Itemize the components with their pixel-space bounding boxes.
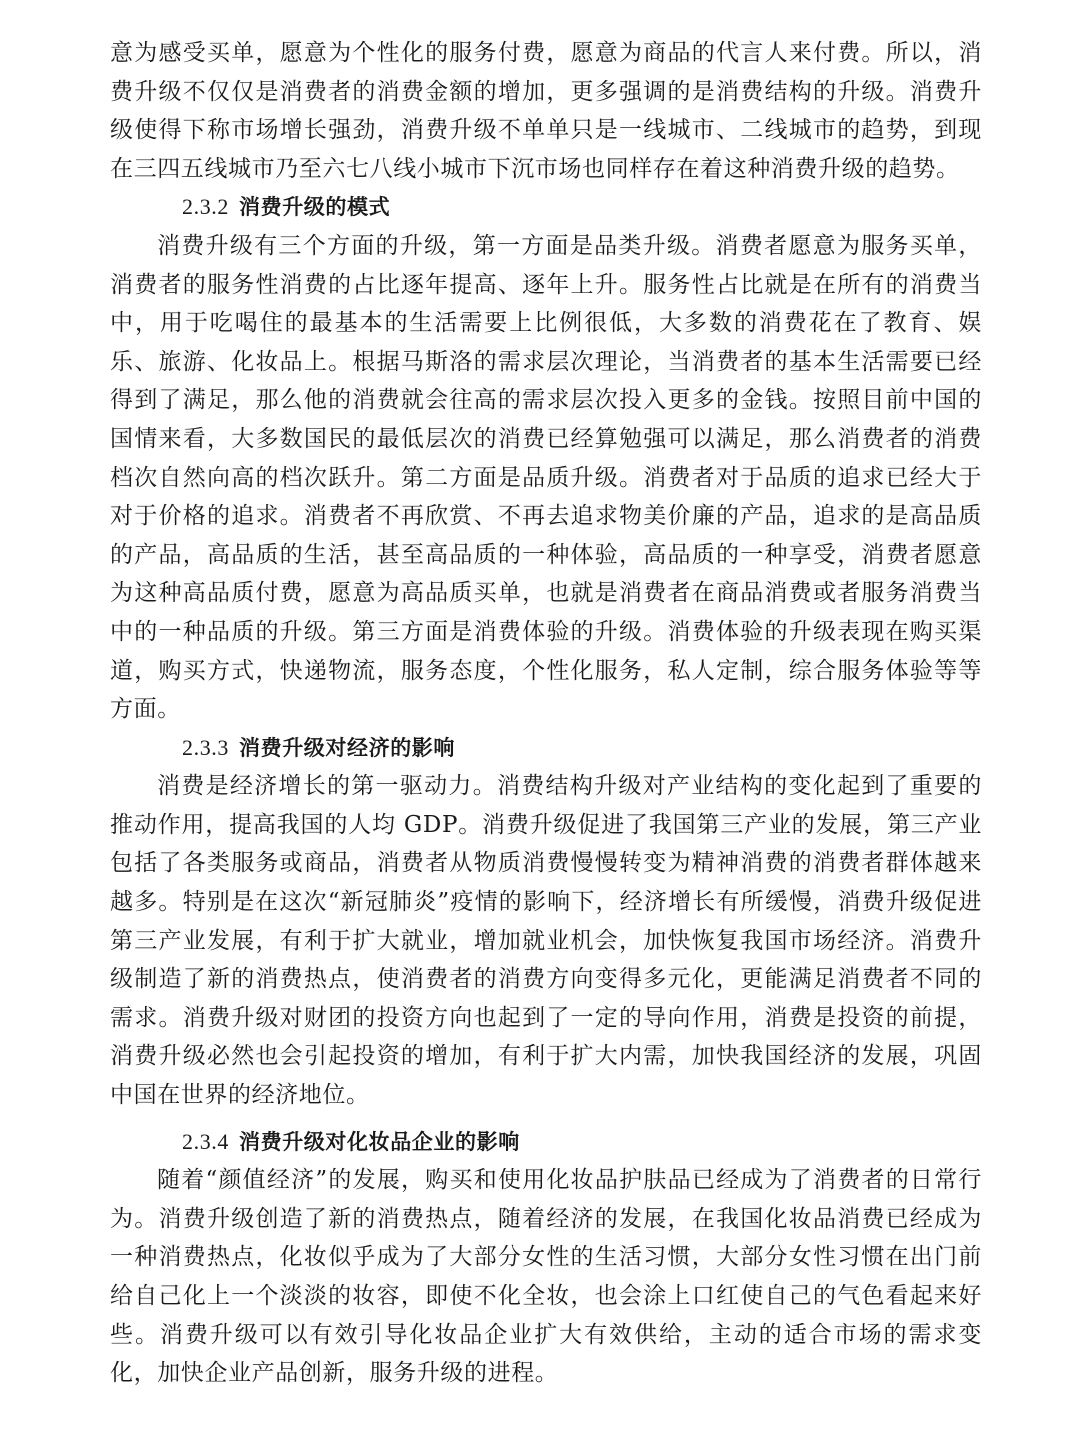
section-heading-2-3-3 xyxy=(110,729,982,768)
intro-paragraph: 意为感受买单，愿意为个性化的服务付费，愿意为商品的代言人来付费。所以，消费升级不仅仅是消费者的消费金额的增加，更多强调的是消费结构的升级。消费升级使得下称市场增长强劲，消费升级不单单只是一线城市、二线城市的趋势，到现在三四五线城市乃至六七八线小城市下沉市场也同样存在着这种消费升级的趋势。 xyxy=(110,40,982,182)
section-title: 消费升级的模式 xyxy=(239,195,391,220)
section-2-3-3-body: 消费是经济增长的第一驱动力。消费结构升级对产业结构的变化起到了重要的推动作用，提高我国的人均 GDP。消费升级促进了我国第三产业的发展，第三产业包括了各类服务或商品，消费者从物质消费慢慢转变为精神消费的消费者群体越来越多。特别是在这次“新冠肺炎”疫情的影响下，经济增长有所缓慢，消费升级促进第三产业发展，有利于扩大就业，增加就业机会，加快恢复我国市场经济。消费升级制造了新的消费热点，使消费者的消费方向变得多元化，更能满足消费者不同的需求。消费升级对财团的投资方向也起到了一定的导向作用，消费是投资的前提，消费升级必然也会引起投资的增加，有利于扩大内需，加快我国经济的发展，巩固中国在世界的经济地位。 xyxy=(110,773,982,1109)
section-2-3-4-body: 随着“颜值经济”的发展，购买和使用化妆品护肤品已经成为了消费者的日常行为。消费升级创造了新的消费热点，随着经济的发展，在我国化妆品消费已经成为一种消费热点，化妆似乎成为了大部分女性的生活习惯，大部分女性习惯在出门前给自己化上一个淡淡的妆容，即使不化全妆，也会涂上口红使自己的气色看起来好些。消费升级可以有效引导化妆品企业扩大有效供给，主动的适合市场的需求变化，加快企业产品创新，服务升级的进程。 xyxy=(110,1167,982,1387)
section-title: 消费升级对经济的影响 xyxy=(239,735,455,760)
section-heading-2-3-2 xyxy=(110,188,982,227)
section-number: 2.3.3 xyxy=(182,734,229,760)
section-title: 消费升级对化妆品企业的影响 xyxy=(239,1129,520,1154)
section-number: 2.3.4 xyxy=(182,1128,229,1154)
section-spacer xyxy=(110,1115,982,1123)
section-heading-2-3-4 xyxy=(110,1123,982,1162)
section-2-3-2-body: 消费升级有三个方面的升级，第一方面是品类升级。消费者愿意为服务买单，消费者的服务性消费的占比逐年提高、逐年上升。服务性占比就是在所有的消费当中，用于吃喝住的最基本的生活需要上比例很低，大多数的消费花在了教育、娱乐、旅游、化妆品上。根据马斯洛的需求层次理论，当消费者的基本生活需要已经得到了满足，那么他的消费就会往高的需求层次投入更多的金钱。按照目前中国的国情来看，大多数国民的最低层次的消费已经算勉强可以满足，那么消费者的消费档次自然向高的档次跃升。第二方面是品质升级。消费者对于品质的追求已经大于对于价格的追求。消费者不再欣赏、不再去追求物美价廉的产品，追求的是高品质的产品，高品质的生活，甚至高品质的一种体验，高品质的一种享受，消费者愿意为这种高品质付费，愿意为高品质买单，也就是消费者在商品消费或者服务消费当中的一种品质的升级。第三方面是消费体验的升级。消费体验的升级表现在购买渠道，购买方式，快递物流，服务态度，个性化服务，私人定制，综合服务体验等等方面。 xyxy=(110,232,982,723)
section-number: 2.3.2 xyxy=(182,194,229,220)
document-page xyxy=(110,34,982,1393)
